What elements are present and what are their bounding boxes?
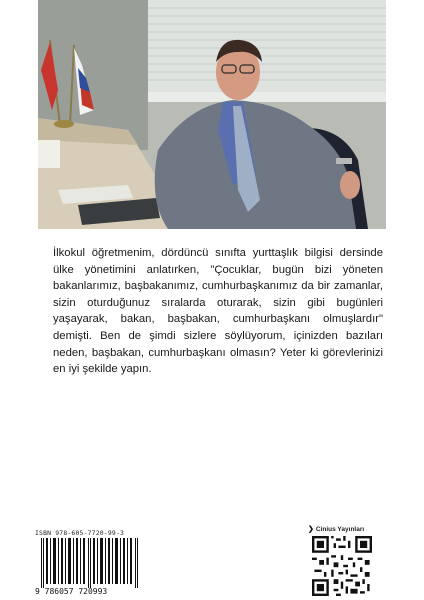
back-cover-paragraph: İlkokul öğretmenim, dördüncü sınıfta yurttaşlık bilgisi dersinde ülke yönetimini anlatırken, "Çocuklar, bugün bizi yöneten bakanlarımız, başbakanımız, cumhurbaşkanımız da bir zamanlar, sizin oturduğunuz sıralarda oturarak, sizin gibi bugünleri yaşayarak, bakan, başbakan, cumhurbaşkanı olmuşlardır" demişti. Ben de şimdi sizlere söylüyorum, içinizden bazıları neden, başbakan, cumhurbaşkanı olmasın? Yeter ki görevlerinizi en iyi şekilde yapın.	[53, 247, 383, 376]
qr-code-icon	[312, 536, 372, 596]
barcode-icon	[35, 538, 145, 588]
isbn-barcode-block	[35, 529, 145, 597]
publisher-name: Cinius Yayınları	[315, 525, 365, 533]
publisher-block	[308, 525, 388, 597]
isbn-label: ISBN 978-605-7720-99-3	[35, 529, 125, 537]
cover-photo	[38, 0, 386, 229]
back-cover-text	[53, 245, 383, 378]
portrait-photo	[38, 0, 386, 229]
chevron-right-icon: ❯	[308, 526, 314, 533]
barcode-digits: 9 786057 720993	[35, 587, 108, 596]
publisher-name-row	[308, 525, 388, 533]
